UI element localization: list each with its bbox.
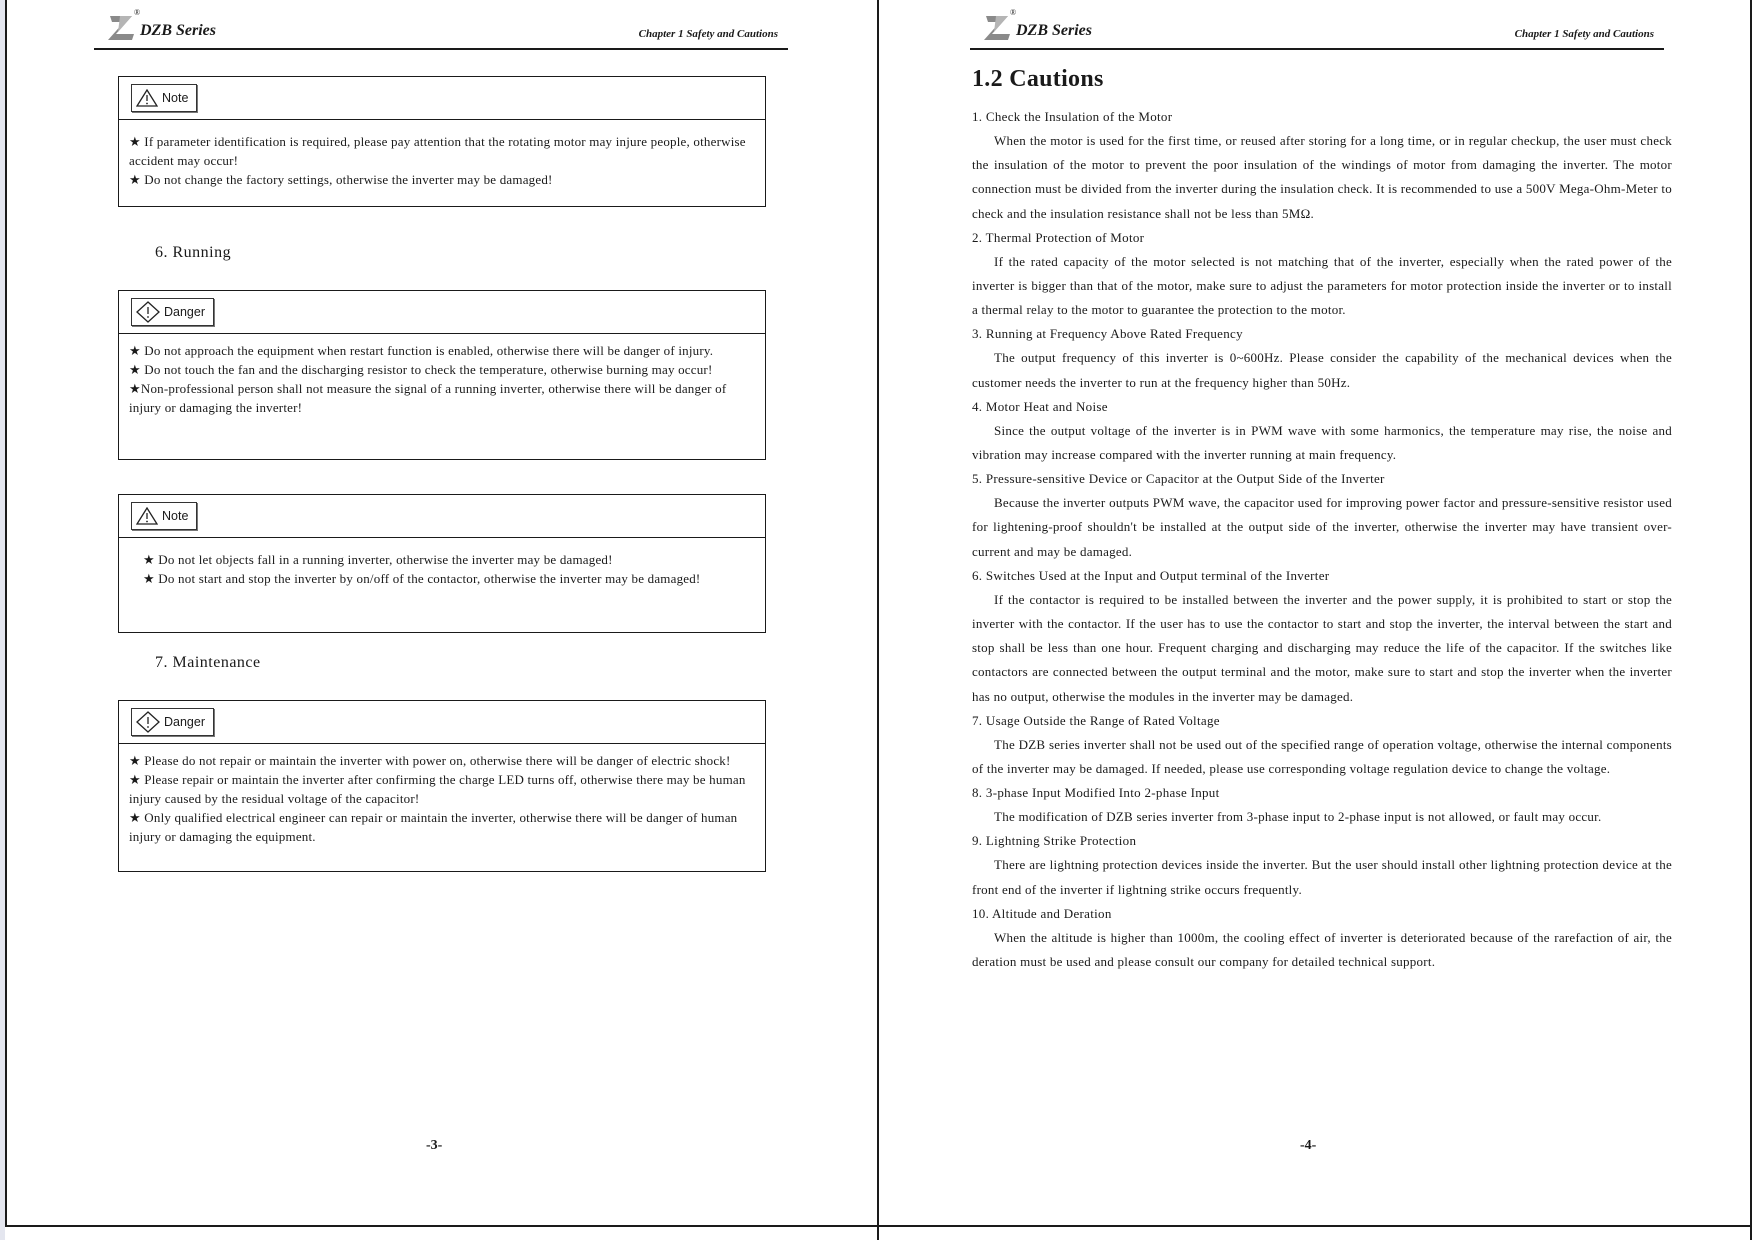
note-label: Note — [131, 84, 197, 112]
caution-body: There are lightning protection devices inside the inverter. But the user should install other lightning protection device at the front end of the inverter if lightning strike occurs frequently. — [972, 857, 1672, 897]
danger-diamond-icon — [136, 301, 160, 323]
caution-title: 9. Lightning Strike Protection — [972, 833, 1137, 849]
danger-item: ★ Only qualified electrical engineer can repair or maintain the inverter, otherwise there will be danger of human injury or damaging the equipment. — [129, 810, 738, 844]
chapter-title: Chapter 1 Safety and Cautions — [638, 28, 778, 40]
note-item: ★ Do not change the factory settings, otherwise the inverter may be damaged! — [129, 172, 553, 187]
page-divider — [877, 0, 879, 1240]
danger-box — [118, 290, 766, 460]
danger-item: ★ Please repair or maintain the inverter after confirming the charge LED turns off, otherwise there may be human injury caused by the residual voltage of the capacitor! — [129, 772, 746, 806]
caution-title: 7. Usage Outside the Range of Rated Voltage — [972, 712, 1220, 728]
danger-item: ★Non-professional person shall not measure the signal of a running inverter, otherwise there will be danger of injury or damaging the inverter! — [129, 381, 727, 415]
page-4 — [880, 0, 1748, 1225]
caution-body: When the altitude is higher than 1000m, the cooling effect of inverter is deteriorated because of the rarefaction of air, the deration must be used and please consult our company for detailed technical support. — [972, 929, 1672, 970]
caution-body: If the contactor is required to be installed between the inverter and the power supply, it is prohibited to start or stop the inverter with the contactor. If the user has to use the contactor to start and stop the inverter, the interval between the start and stop shall be less than one hour. Frequent charging and discharging may reduce the life of the capacitor. If the switches like contactors are connected between the output terminal and the motor, make sure to start and stop the inverter when the inverter has no output, otherwise the modules in the inverter may be damaged. — [972, 591, 1672, 704]
registered-mark: ® — [1010, 8, 1017, 17]
section-heading: 1.2 Cautions — [972, 66, 1104, 92]
chapter-title: Chapter 1 Safety and Cautions — [1514, 28, 1654, 40]
note-box — [118, 494, 766, 633]
caution-body: Because the inverter outputs PWM wave, the capacitor used for improving power factor and pressure-sensitive resistor used for lightening-proof shouldn't be installed at the output side of the inverter, otherwise the inverter may have transient over-current and may be damaged. — [972, 495, 1672, 559]
section-title-maintenance: 7. Maintenance — [155, 654, 261, 671]
caution-body: When the motor is used for the first time, or reused after storing for a long time, or in regular checkup, the user must check the insulation of the motor to prevent the poor insulation of the windings of motor from damaging the inverter. The motor connection must be divided from the inverter during the insulation check. It is recommended to use a 500V Mega-Ohm-Meter to check and the insulation resistance shall not be less than 5MΩ. — [972, 133, 1672, 221]
caution-body: Since the output voltage of the inverter is in PWM wave with some harmonics, the temperature may rise, the noise and vibration may increase compared with the inverter running at main frequency. — [972, 422, 1672, 463]
danger-item: ★ Please do not repair or maintain the inverter with power on, otherwise there will be danger of electric shock! — [129, 753, 731, 768]
caution-title: 6. Switches Used at the Input and Output terminal of the Inverter — [972, 567, 1330, 583]
left-page-border — [5, 0, 7, 1227]
danger-item: ★ Do not approach the equipment when restart function is enabled, otherwise there will be danger of injury. — [129, 343, 714, 358]
page-number: -4- — [1300, 1138, 1317, 1153]
page-number: -3- — [426, 1138, 443, 1153]
caution-title: 3. Running at Frequency Above Rated Frequency — [972, 326, 1243, 342]
caution-title: 1. Check the Insulation of the Motor — [972, 109, 1173, 124]
warning-triangle-icon — [136, 507, 158, 525]
note-item: ★ Do not start and stop the inverter by on/off of the contactor, otherwise the inverter may be damaged! — [143, 571, 701, 586]
registered-mark: ® — [134, 8, 141, 17]
caution-body: The modification of DZB series inverter from 3-phase input to 2-phase input is not allowed, or fault may occur. — [994, 809, 1602, 825]
caution-body: The DZB series inverter shall not be used out of the specified range of operation voltage, otherwise the internal components of the inverter may be damaged. If needed, please use corresponding voltage regulation device to change the voltage. — [972, 736, 1672, 777]
caution-body: If the rated capacity of the motor selected is not matching that of the inverter, especially when the rated power of the inverter is bigger than that of the motor, make sure to adjust the parameters for motor protection inside the inverter or to install a thermal relay to the motor to guarantee the protection to the motor. — [972, 253, 1672, 318]
page-3 — [8, 0, 876, 1225]
page-header — [970, 8, 1664, 50]
note-label: Note — [131, 502, 197, 530]
page-header — [94, 8, 788, 50]
right-page-border — [1750, 0, 1752, 1240]
section-title-running: 6. Running — [155, 244, 232, 261]
brand-name: DZB Series — [140, 22, 216, 39]
danger-item: ★ Do not touch the fan and the discharging resistor to check the temperature, otherwise burning may occur! — [129, 362, 713, 377]
note-item: ★ If parameter identification is required, please pay attention that the rotating motor may injure people, otherwise accident may occur! — [129, 134, 746, 168]
caution-title: 4. Motor Heat and Noise — [972, 398, 1108, 414]
danger-diamond-icon — [136, 711, 160, 733]
caution-title: 10. Altitude and Deration — [972, 905, 1112, 921]
caution-body: The output frequency of this inverter is 0~600Hz. Please consider the capability of the mechanical devices when the customer needs the inverter to run at the frequency higher than 50Hz. — [972, 350, 1672, 390]
note-box — [118, 76, 766, 207]
note-item: ★ Do not let objects fall in a running inverter, otherwise the inverter may be damaged! — [143, 552, 613, 567]
caution-title: 2. Thermal Protection of Motor — [972, 229, 1145, 245]
bottom-border — [6, 1225, 1750, 1227]
danger-label: Danger — [131, 298, 214, 326]
danger-box — [118, 700, 766, 872]
cautions-content — [972, 66, 1672, 974]
warning-triangle-icon — [136, 89, 158, 107]
brand-name: DZB Series — [1016, 22, 1092, 39]
caution-title: 8. 3-phase Input Modified Into 2-phase Input — [972, 785, 1220, 801]
caution-title: 5. Pressure-sensitive Device or Capacitor at the Output Side of the Inverter — [972, 471, 1385, 487]
danger-label: Danger — [131, 708, 214, 736]
